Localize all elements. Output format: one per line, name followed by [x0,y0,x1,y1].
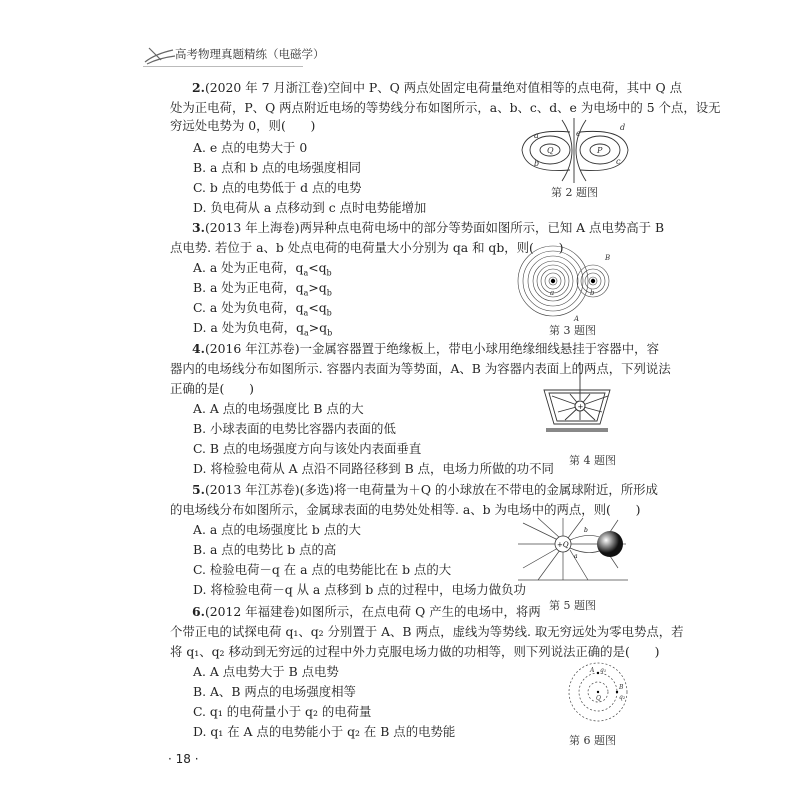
fig6-label-q1: q₁ [600,667,607,674]
q5-option-d: D. 将检验电荷－q 从 a 点移到 b 点的过程中，电场力做负功 [193,582,526,597]
q4-option-c: C. B 点的电场强度方向与该处内表面垂直 [193,441,422,456]
question-6-line-3: 将 q₁、q₂ 移动到无穷远的过程中外力克服电场力做的功相等，则下列说法正确的是( ) [170,644,660,659]
figure-3-equipotential-surfaces [515,243,615,323]
q4-option-b: B. 小球表面的电势比容器内表面的低 [193,421,396,436]
question-2-line-2: 处为正电荷，P、Q 两点附近电场的等势线分布如图所示，a、b、c、d、e 为电场中的 5 个点，设无 [170,100,721,115]
question-3-line-1: 3.(2013 年上海卷)两异种点电荷电场中的部分等势面如图所示，已知 A 点电势高于 B [192,220,665,235]
q3-option-a: A. a 处为正电荷，$q_a<q_b$ [193,260,332,278]
fig2-label-b: b [534,159,540,168]
question-5-line-2: 的电场线分布如图所示，金属球表面的电势处处相等. a、b 为电场中的两点，则( ) [170,502,641,517]
fig3-label-a: a [550,289,555,297]
running-header [143,40,325,67]
page-number: · 18 · [168,752,199,766]
fig2-label-q: Q [547,146,554,155]
fig3-label-b: b [590,289,595,297]
fig2-label-c: c [616,157,621,166]
figure-4-caption: 第 4 题图 [569,454,616,467]
q2-option-a: A. e 点的电势大于 0 [193,140,308,155]
q6-option-b: B. A、B 两点的电场强度相等 [193,684,356,699]
q6-option-c: C. q₁ 的电荷量小于 q₂ 的电荷量 [193,704,372,719]
figure-4-metal-container [540,362,620,442]
question-6-line-2: 个带正电的试探电荷 q₁、q₂ 分别置于 A、B 两点，虚线为等势线. 取无穷远处为零电势点，若 [170,624,684,639]
question-5-line-1: 5.(2013 年江苏卷)(多选)将一电荷量为＋Q 的小球放在不带电的金属球附近，所形成 [192,482,658,497]
q5-option-a: A. a 点的电场强度比 b 点的大 [193,522,361,537]
fig5-label-plus-q: +Q [557,541,569,549]
q6-option-a: A. A 点电势大于 B 点电势 [193,664,339,679]
fig6-label-B: B [619,684,624,691]
figure-3-caption: 第 3 题图 [549,324,596,337]
q3-option-b: B. a 处为正电荷，$q_a>q_b$ [193,280,332,298]
q2-option-d: D. 负电荷从 a 点移动到 c 点时电势能增加 [193,200,427,215]
question-4-line-2: 器内的电场线分布如图所示. 容器内表面为等势面，A、B 为容器内表面上的两点，下列说法 [170,361,671,376]
fig3-label-A: A [574,315,580,323]
book-logo-icon [143,40,177,66]
question-2-line-1: 2.(2020 年 7 月浙江卷)空间中 P、Q 两点处固定电荷量绝对值相等的点电荷，其中 Q 点 [192,80,682,95]
figure-5-caption: 第 5 题图 [549,599,596,612]
question-4-line-3: 正确的是( ) [170,381,255,396]
q3-option-d: D. a 处为负电荷，$q_a>q_b$ [193,320,333,338]
q4-option-d: D. 将检验电荷从 A 点沿不同路径移到 B 点，电场力所做的功不同 [193,461,554,476]
fig2-label-d: d [620,123,626,132]
figure-2-caption: 第 2 题图 [551,186,598,199]
fig2-label-a: a [534,131,539,140]
fig4-charge-label: + [577,403,584,411]
q6-option-d: D. q₁ 在 A 点的电势能小于 q₂ 在 B 点的电势能 [193,724,456,739]
fig2-label-p: P [597,146,603,155]
fig5-label-b: b [584,527,588,534]
question-2-line-3: 穷远处电势为 0，则( ) [170,118,316,133]
fig5-label-a: a [574,553,578,560]
fig2-label-e: e [576,129,581,138]
figure-6-caption: 第 6 题图 [569,734,616,747]
question-4-line-1: 4.(2016 年江苏卷)一金属容器置于绝缘板上，带电小球用绝缘细线悬挂于容器中，容 [192,341,659,356]
figure-5-field-lines [518,518,628,588]
figure-6-dashed-equipotentials [563,662,633,728]
q3-option-c: C. a 处为负电荷，$q_a<q_b$ [193,300,332,318]
fig6-label-q2: q₂ [619,694,626,701]
question-3-line-2: 点电势. 若位于 a、b 处点电荷的电荷量大小分别为 qa 和 qb，则( ) [170,240,564,255]
fig3-label-B: B [605,254,611,262]
q2-option-c: C. b 点的电势低于 d 点的电势 [193,180,362,195]
fig6-label-A: A [590,667,595,674]
q4-option-a: A. A 点的电场强度比 B 点的大 [193,401,364,416]
question-6-line-1: 6.(2012 年福建卷)如图所示，在点电荷 Q 产生的电场中，将两 [192,604,541,619]
figure-2-equipotential-lines [520,118,630,183]
book-title: 高考物理真题精练（电磁学） [175,47,325,61]
fig6-label-Q: Q [596,695,601,702]
q5-option-b: B. a 点的电势比 b 点的高 [193,542,337,557]
q2-option-b: B. a 点和 b 点的电场强度相同 [193,160,362,175]
q5-option-c: C. 检验电荷－q 在 a 点的电势能比在 b 点的大 [193,562,452,577]
